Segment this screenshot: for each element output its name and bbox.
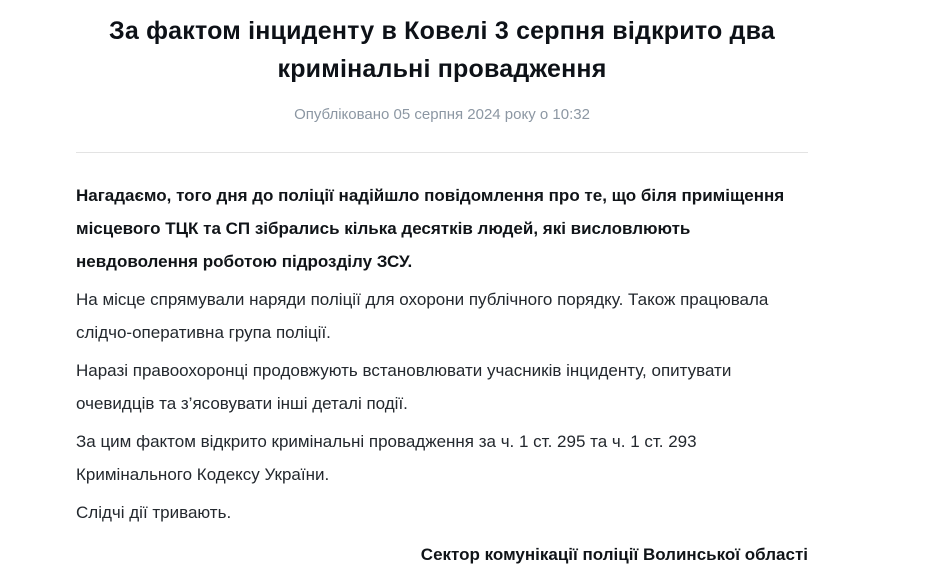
article-paragraph: Слідчі дії тривають. — [76, 503, 232, 522]
article-container — [76, 12, 808, 571]
article-paragraph: Наразі правоохоронці продовжують встановлювати учасників інциденту, опитувати очевидців та з’ясовувати інші деталі події. — [76, 361, 732, 413]
article-paragraph: На місце спрямували наряди поліції для охорони публічного порядку. Також працювала слідчо-оперативна група поліції. — [76, 290, 769, 342]
divider — [76, 152, 808, 153]
article-body — [76, 179, 808, 529]
article-signature: Сектор комунікації поліції Волинської області — [420, 545, 808, 564]
article-paragraph-lead: Нагадаємо, того дня до поліції надійшло повідомлення про те, що біля приміщення місцевого ТЦК та СП зібрались кілька десятків людей, які висловлюють невдоволення роботою підрозділу ЗСУ. — [76, 186, 785, 271]
article-paragraph: За цим фактом відкрито кримінальні провадження за ч. 1 ст. 295 та ч. 1 ст. 293 Кримінального Кодексу України. — [76, 432, 697, 484]
page-title: За фактом інциденту в Ковелі 3 серпня відкрито два кримінальні провадження — [109, 17, 775, 83]
published-date: Опубліковано 05 серпня 2024 року о 10:32 — [294, 106, 590, 123]
